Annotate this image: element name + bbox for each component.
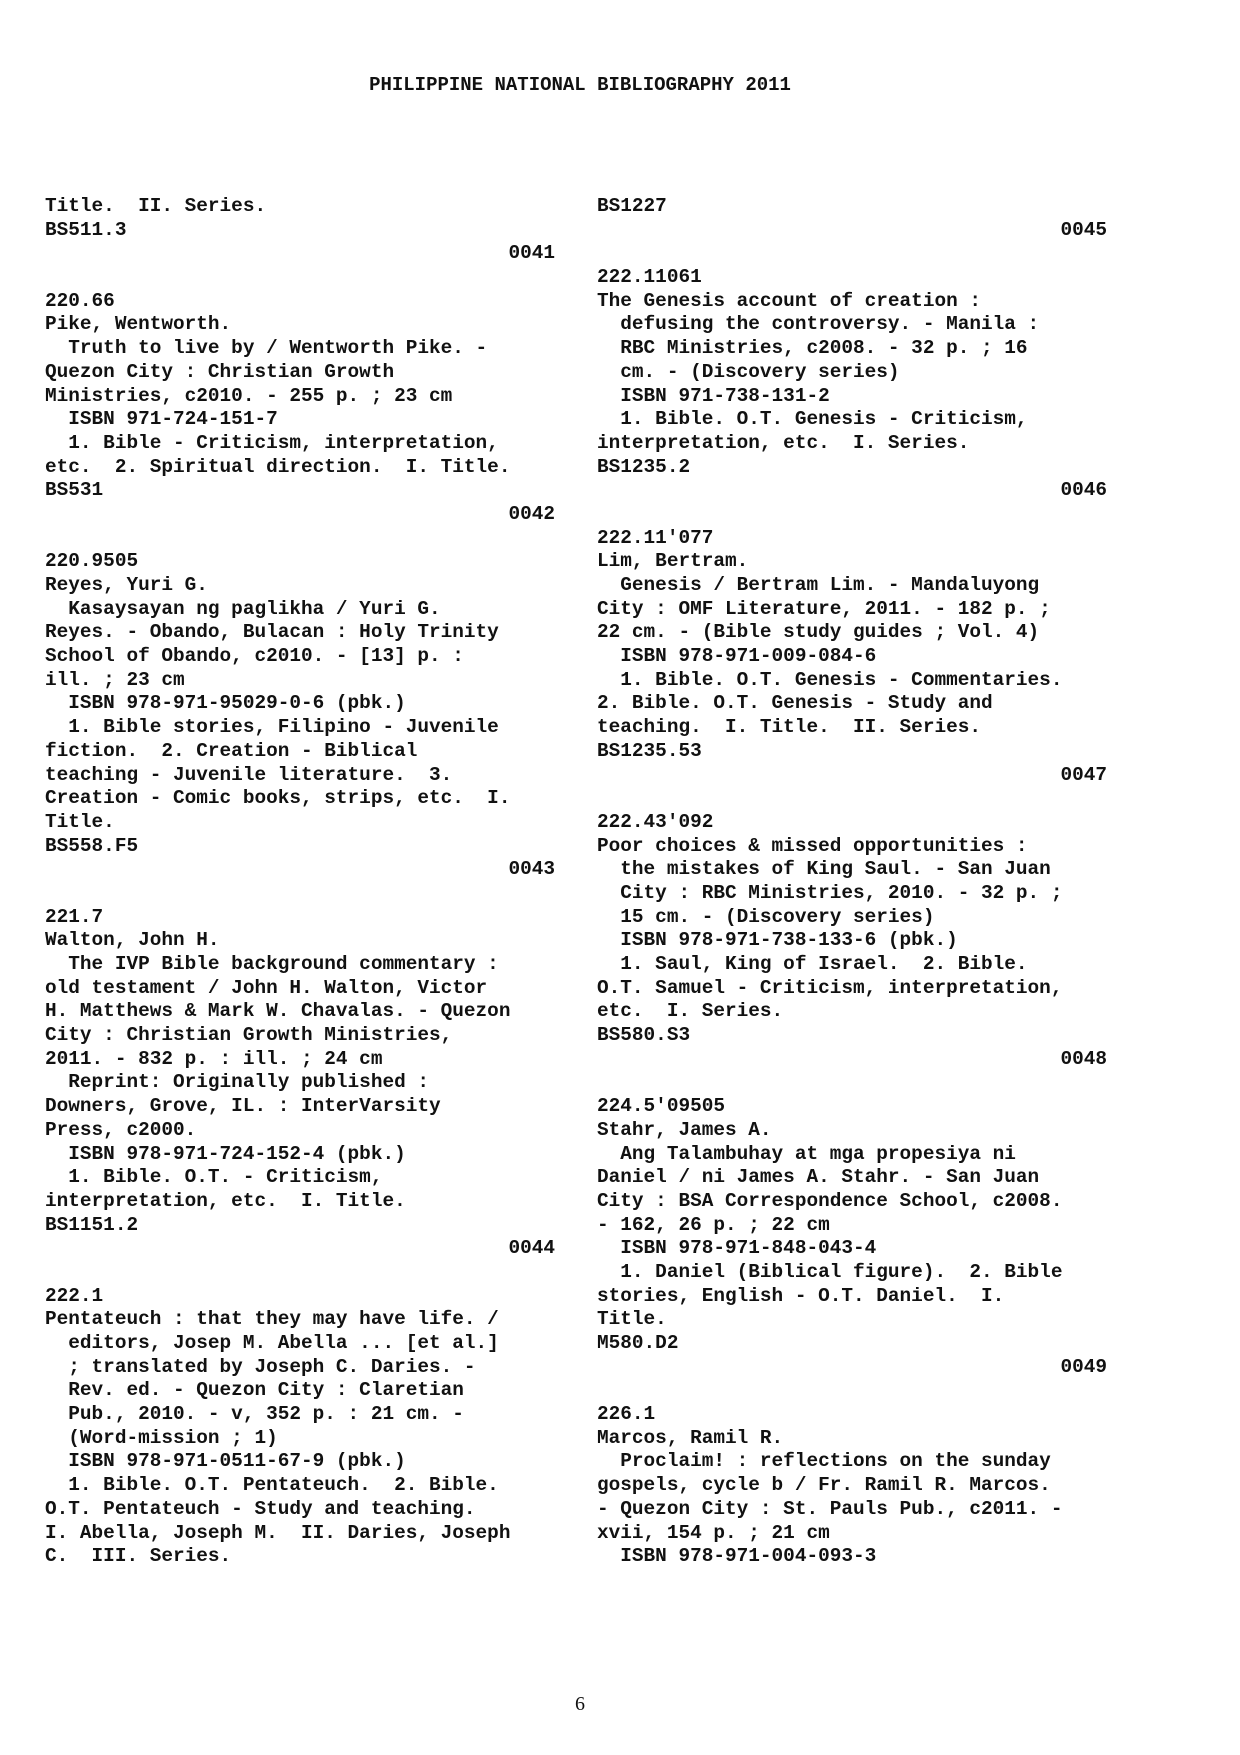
entry-line: Genesis / Bertram Lim. - Mandaluyong [597, 574, 1040, 596]
entry-line: 2011. - 832 p. : ill. ; 24 cm [45, 1047, 383, 1070]
entry-line: old testament / John H. Walton, Victor [45, 976, 488, 999]
entry-line: BS1227 [597, 195, 667, 217]
entry-line: H. Matthews & Mark W. Chavalas. - Quezon [45, 1000, 511, 1023]
entry-line: Press, c2000. [45, 1118, 197, 1141]
entry-line: Pub., 2010. - v, 352 p. : 21 cm. - [45, 1403, 464, 1426]
entry-spacer [45, 266, 555, 290]
entry-line: 22 cm. - (Bible study guides ; Vol. 4) [597, 621, 1040, 644]
entry-line: C. III. Series. [45, 1545, 232, 1568]
entry-line: Stahr, James A. [597, 1118, 772, 1141]
entry-number: 0049 [1060, 1355, 1107, 1378]
right-column [597, 195, 1107, 1569]
entry-line: Pike, Wentworth. [45, 313, 232, 336]
entry-line: teaching - Juvenile literature. 3. [45, 763, 453, 786]
entry-line: RBC Ministries, c2008. - 32 p. ; 16 [597, 337, 1028, 360]
entry-line: 1. Bible. O.T. Genesis - Commentaries. [597, 668, 1063, 691]
entry-line: 224.5'09505 [597, 1095, 725, 1118]
entry-line: O.T. Samuel - Criticism, interpretation, [597, 976, 1063, 999]
entry-number: 0041 [508, 242, 555, 265]
entry-line: Ang Talambuhay at mga propesiya ni [597, 1142, 1016, 1165]
entry-spacer [45, 1261, 555, 1285]
entry-line: Quezon City : Christian Growth [45, 360, 395, 383]
entry-line: ISBN 971-724-151-7 [45, 408, 278, 431]
entry-line: City : RBC Ministries, 2010. - 32 p. ; [597, 881, 1063, 904]
entry-line: interpretation, etc. I. Title. [45, 1189, 406, 1212]
entry-line: 222.1 [45, 1284, 104, 1307]
entry-spacer [597, 1071, 1107, 1095]
entry-line: 220.9505 [45, 550, 139, 573]
entry-number: 0042 [508, 502, 555, 525]
page-number: 6 [575, 1693, 585, 1715]
entry-line: BS511.3 [45, 218, 127, 241]
entry-line: fiction. 2. Creation - Biblical [45, 739, 418, 762]
entry-line: gospels, cycle b / Fr. Ramil R. Marcos. [597, 1474, 1051, 1497]
entry-line: cm. - (Discovery series) [597, 360, 900, 383]
entry-line: 15 cm. - (Discovery series) [597, 905, 935, 928]
entry-line: Downers, Grove, IL. : InterVarsity [45, 1095, 441, 1118]
entry-line: M580.D2 [597, 1332, 679, 1354]
entry-line: - Quezon City : St. Pauls Pub., c2011. - [597, 1497, 1063, 1520]
entry-line: interpretation, etc. I. Series. [597, 431, 970, 454]
entry-line: ISBN 978-971-009-084-6 [597, 645, 877, 668]
page-header: PHILIPPINE NATIONAL BIBLIOGRAPHY 2011 [369, 74, 791, 96]
entry-line: School of Obando, c2010. - [13] p. : [45, 645, 464, 668]
entry-line: Reyes, Yuri G. [45, 574, 208, 596]
entry-spacer [597, 242, 1107, 266]
entry-line: BS580.S3 [597, 1024, 691, 1047]
entry-line: BS531 [45, 479, 104, 502]
entry-line: Title. [45, 810, 115, 833]
entry-line: Creation - Comic books, strips, etc. I. [45, 787, 511, 810]
entry-number: 0048 [1060, 1047, 1107, 1070]
entry-line: Poor choices & missed opportunities : [597, 834, 1028, 857]
entry-number: 0046 [1060, 479, 1107, 502]
entry-line: (Word-mission ; 1) [45, 1426, 278, 1449]
entry-line: BS558.F5 [45, 834, 139, 857]
entry-line: 222.43'092 [597, 810, 714, 833]
entry-line: 1. Bible. O.T. Genesis - Criticism, [597, 408, 1028, 431]
entry-spacer [597, 1379, 1107, 1403]
entry-line: ISBN 978-971-848-043-4 [597, 1237, 877, 1260]
entry-line: 1. Saul, King of Israel. 2. Bible. [597, 953, 1028, 975]
entry-line: 2. Bible. O.T. Genesis - Study and [597, 692, 993, 715]
entry-line: ISBN 978-971-95029-0-6 (pbk.) [45, 692, 406, 715]
entry-line: Kasaysayan ng paglikha / Yuri G. [45, 597, 441, 620]
entry-line: etc. I. Series. [597, 1000, 784, 1023]
entry-line: City : OMF Literature, 2011. - 182 p. ; [597, 597, 1051, 620]
entry-line: Reprint: Originally published : [45, 1071, 429, 1094]
entry-number: 0045 [1060, 218, 1107, 241]
entry-line: Title. [597, 1308, 667, 1331]
entry-line: ; translated by Joseph C. Daries. - [45, 1355, 476, 1378]
entry-line: Lim, Bertram. [597, 550, 749, 573]
entry-line: ISBN 978-971-004-093-3 [597, 1545, 877, 1568]
entry-line: Ministries, c2010. - 255 p. ; 23 cm [45, 384, 453, 407]
entry-number: 0044 [508, 1237, 555, 1260]
entry-line: 222.11061 [597, 266, 702, 289]
entry-line: 220.66 [45, 289, 115, 312]
entry-line: ill. ; 23 cm [45, 668, 185, 691]
entry-line: editors, Josep M. Abella ... [et al.] [45, 1332, 499, 1354]
entry-line: BS1151.2 [45, 1213, 139, 1236]
entry-line: stories, English - O.T. Daniel. I. [597, 1284, 1005, 1307]
entry-line: Marcos, Ramil R. [597, 1426, 784, 1449]
entry-line: Walton, John H. [45, 929, 220, 952]
entry-line: defusing the controversy. - Manila : [597, 313, 1040, 336]
entry-spacer [597, 787, 1107, 811]
entry-line: 226.1 [597, 1403, 656, 1426]
entry-line: I. Abella, Joseph M. II. Daries, Joseph [45, 1521, 511, 1544]
entry-line: ISBN 978-971-0511-67-9 (pbk.) [45, 1450, 406, 1473]
entry-number: 0047 [1060, 763, 1107, 786]
entry-line: ISBN 978-971-724-152-4 (pbk.) [45, 1142, 406, 1165]
entry-line: BS1235.2 [597, 455, 691, 478]
entry-line: 1. Bible - Criticism, interpretation, [45, 431, 499, 454]
entry-line: 1. Bible stories, Filipino - Juvenile [45, 716, 499, 739]
entry-line: the mistakes of King Saul. - San Juan [597, 858, 1051, 881]
entry-line: etc. 2. Spiritual direction. I. Title. [45, 455, 511, 478]
entry-line: The IVP Bible background commentary : [45, 953, 499, 975]
entry-line: Pentateuch : that they may have life. / [45, 1308, 499, 1331]
entry-line: xvii, 154 p. ; 21 cm [597, 1521, 830, 1544]
entry-line: 221.7 [45, 905, 104, 928]
entry-spacer [45, 882, 555, 906]
entry-line: 1. Bible. O.T. Pentateuch. 2. Bible. [45, 1474, 499, 1497]
entry-line: O.T. Pentateuch - Study and teaching. [45, 1497, 476, 1520]
entry-line: ISBN 978-971-738-133-6 (pbk.) [597, 929, 958, 952]
entry-line: teaching. I. Title. II. Series. [597, 716, 981, 739]
entry-spacer [597, 503, 1107, 527]
entry-line: - 162, 26 p. ; 22 cm [597, 1213, 830, 1236]
entry-spacer [45, 527, 555, 551]
entry-line: Proclaim! : reflections on the sunday [597, 1450, 1051, 1473]
entry-line: Daniel / ni James A. Stahr. - San Juan [597, 1166, 1040, 1189]
entry-line: BS1235.53 [597, 739, 702, 762]
entry-line: Reyes. - Obando, Bulacan : Holy Trinity [45, 621, 499, 644]
entry-line: City : Christian Growth Ministries, [45, 1024, 453, 1047]
entry-line: 1. Daniel (Biblical figure). 2. Bible [597, 1260, 1063, 1283]
entry-line: Truth to live by / Wentworth Pike. - [45, 337, 488, 360]
entry-line: 1. Bible. O.T. - Criticism, [45, 1166, 383, 1189]
entry-line: ISBN 971-738-131-2 [597, 384, 830, 407]
entry-line: City : BSA Correspondence School, c2008. [597, 1189, 1063, 1212]
entry-line: The Genesis account of creation : [597, 289, 981, 312]
entry-number: 0043 [508, 858, 555, 881]
entry-line: Title. II. Series. [45, 195, 267, 217]
left-column [45, 195, 555, 1569]
entry-line: Rev. ed. - Quezon City : Claretian [45, 1379, 464, 1402]
entry-line: 222.11'077 [597, 526, 714, 549]
